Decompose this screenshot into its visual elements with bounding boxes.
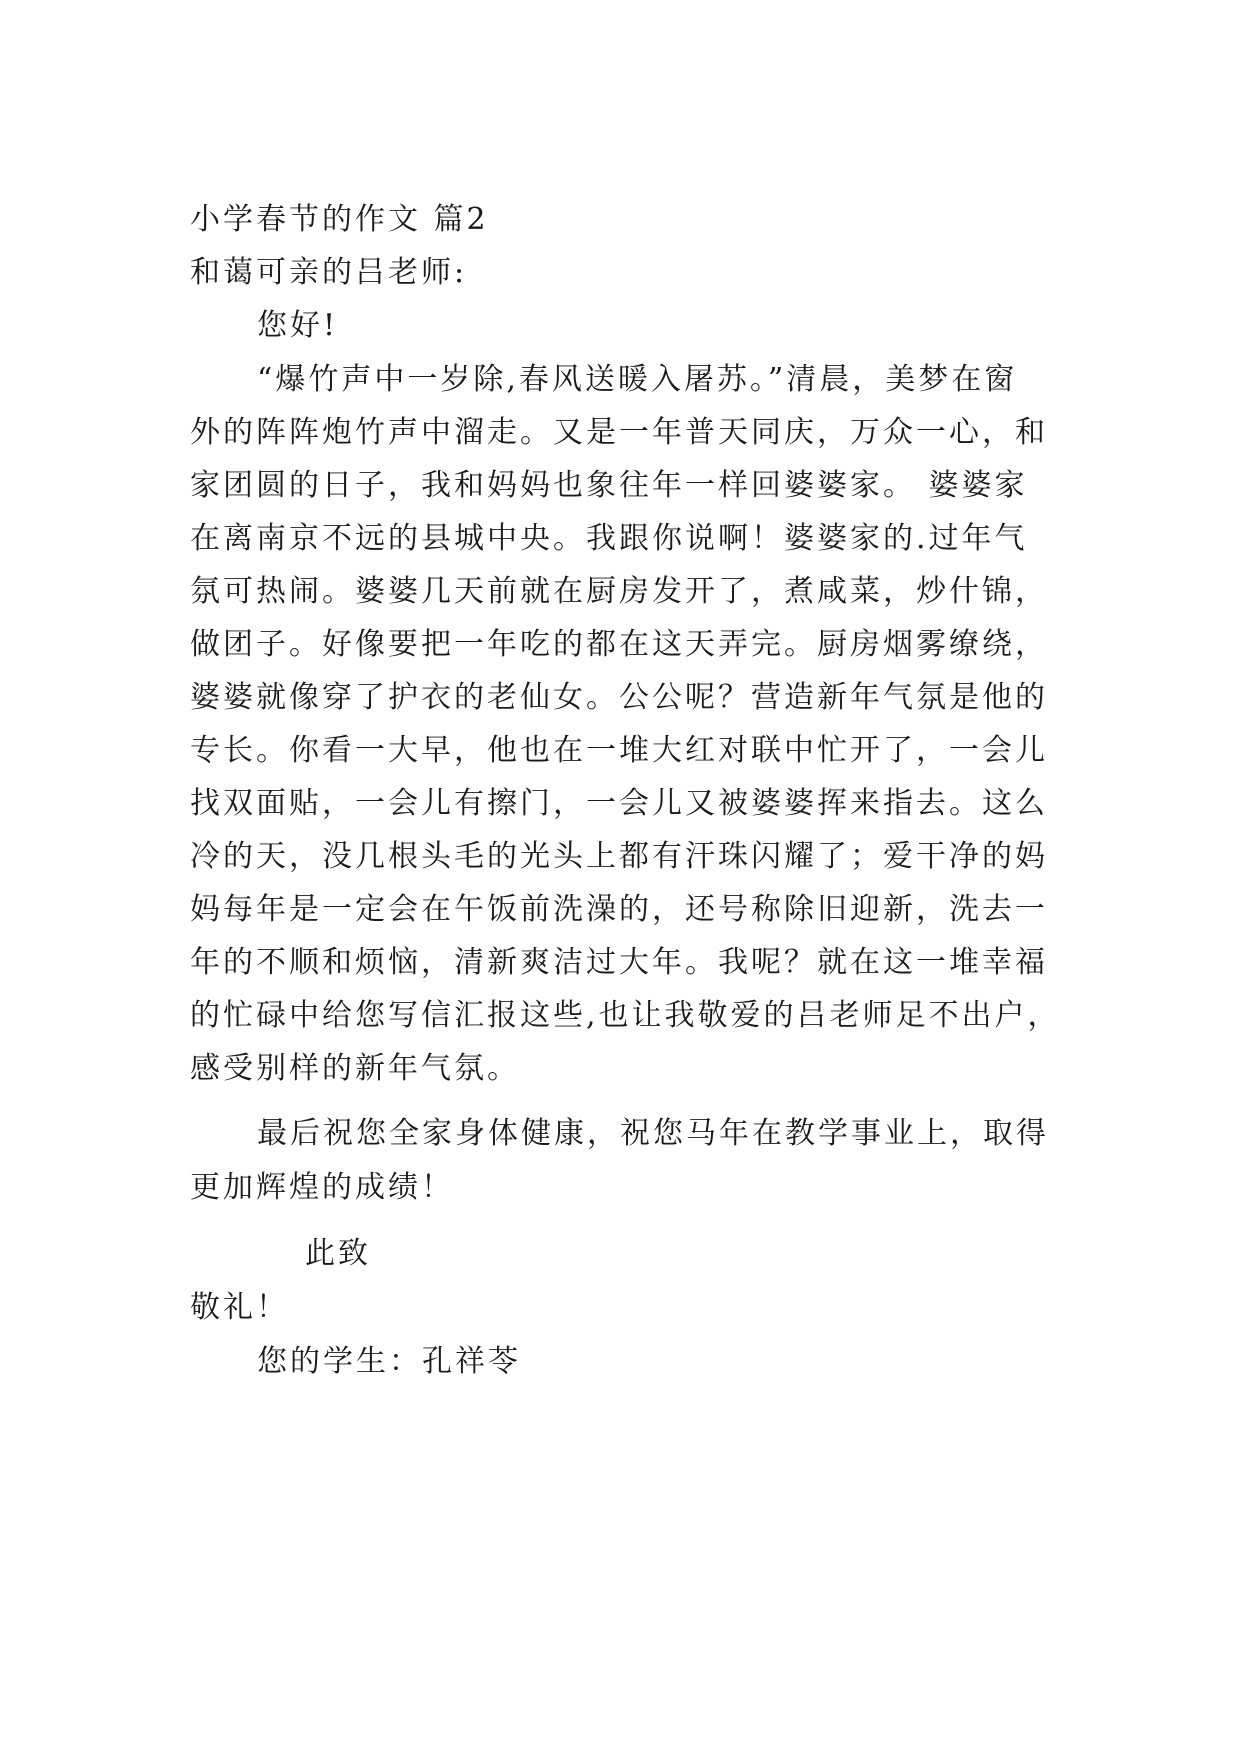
body-line: 家团圆的日子，我和妈妈也象往年一样回婆婆家。 婆婆家 xyxy=(190,468,1028,503)
ci-zhi: 此致 xyxy=(305,1236,371,1271)
body-line: 做团子。好像要把一年吃的都在这天弄完。厨房烟雾缭绕， xyxy=(190,627,1048,662)
body-line: “爆竹声中一岁除,春风送暖入屠苏。”清晨，美梦在窗 xyxy=(257,362,1018,397)
closing-line: 更加辉煌的成绩！ xyxy=(190,1170,454,1205)
closing-line: 最后祝您全家身体健康，祝您马年在教学事业上，取得 xyxy=(257,1116,1049,1151)
body-line: 氛可热闹。婆婆几天前就在厨房发开了，煮咸菜，炒什锦， xyxy=(190,574,1048,609)
signature: 您的学生：孔祥苓 xyxy=(257,1344,521,1379)
salutation: 和蔼可亲的吕老师: xyxy=(190,255,468,290)
body-line: 年的不顺和烦恼，清新爽洁过大年。我呢？就在这一堆幸福 xyxy=(190,945,1048,980)
body-line: 妈每年是一定会在午饭前洗澡的，还号称除旧迎新，洗去一 xyxy=(190,892,1048,927)
body-line: 外的阵阵炮竹声中溜走。又是一年普天同庆，万众一心，和 xyxy=(190,415,1048,450)
jing-li: 敬礼！ xyxy=(190,1290,289,1325)
body-line: 专长。你看一大早，他也在一堆大红对联中忙开了，一会儿 xyxy=(190,733,1048,768)
body-line: 感受别样的新年气氛。 xyxy=(190,1051,520,1086)
body-line: 在离南京不远的县城中央。我跟你说啊！婆婆家的.过年气 xyxy=(190,521,1028,556)
document-title: 小学春节的作文 篇2 xyxy=(190,202,489,237)
body-line: 找双面贴，一会儿有擦门，一会儿又被婆婆挥来指去。这么 xyxy=(190,786,1048,821)
body-line: 冷的天，没几根头毛的光头上都有汗珠闪耀了；爱干净的妈 xyxy=(190,839,1048,874)
greeting: 您好! xyxy=(257,308,339,343)
body-line: 的忙碌中给您写信汇报这些,也让我敬爱的吕老师足不出户， xyxy=(190,998,1061,1033)
body-line: 婆婆就像穿了护衣的老仙女。公公呢？营造新年气氛是他的 xyxy=(190,680,1048,715)
